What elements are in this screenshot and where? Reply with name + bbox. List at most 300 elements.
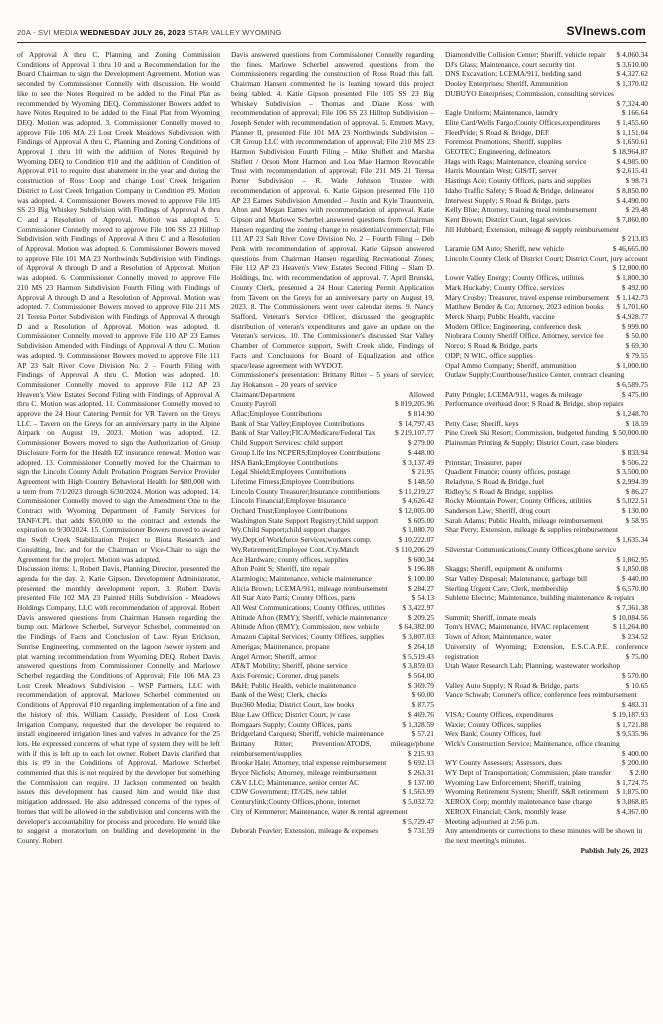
payment-row bbox=[231, 826, 434, 836]
payment-claimant: Bomgaars Supply; County Offices, parts bbox=[231, 719, 352, 729]
payment-amount: $ 46,665.00 bbox=[612, 244, 648, 254]
payment-claimant: Alarmlogix; Maintenance, vehicle maintenance bbox=[231, 573, 372, 583]
payment-amount: $ 209.25 bbox=[407, 612, 434, 622]
payment-claimant: Wy.Retirement;Employee Cont./Cty.Match bbox=[231, 544, 359, 554]
payment-claimant: Petty Case; Sheriff, keys bbox=[445, 418, 519, 428]
payment-row bbox=[445, 69, 648, 79]
payment-claimant: Amazon Capital Services; County Offices, supplies bbox=[231, 632, 385, 642]
payment-amount: $ 4,327.62 bbox=[616, 69, 648, 79]
payment-row bbox=[445, 477, 648, 487]
payment-claimant: Performance overhead door; S Road & Bridge, shop repairs bbox=[445, 399, 624, 409]
payment-row bbox=[445, 166, 648, 176]
minutes-paragraph: Commissioner's presentation: Brittany Ritter – 5 years of service; Jay Hokanson – 20 years of service bbox=[231, 370, 434, 389]
payment-claimant: Bue360 Media; District Court, law books bbox=[231, 700, 355, 710]
payment-row bbox=[231, 428, 434, 438]
payment-amount: $ 5,519.43 bbox=[402, 651, 434, 661]
payment-row bbox=[231, 584, 434, 594]
payment-row bbox=[445, 341, 648, 351]
payment-row bbox=[445, 690, 648, 709]
payment-amount: $ 60.00 bbox=[411, 690, 434, 700]
payment-claimant: Mary Crosby; Treasurer, travel expense reimbursement bbox=[445, 292, 610, 302]
payment-amount: $ 12,005.00 bbox=[398, 506, 434, 516]
payment-claimant: Bryce Nichols; Attorney, mileage reimbursement bbox=[231, 768, 377, 778]
payment-row bbox=[445, 458, 648, 468]
payment-claimant: VISA; County Offices, expenditures bbox=[445, 709, 554, 719]
payment-row bbox=[231, 458, 434, 468]
payment-amount: $ 196.88 bbox=[407, 564, 434, 574]
payment-row bbox=[445, 797, 648, 807]
payment-row bbox=[445, 50, 648, 60]
payment-row bbox=[445, 428, 648, 438]
payment-claimant: Tom's HVAC; Maintenance, HVAC replacement bbox=[445, 622, 589, 632]
payment-amount: $ 1,328.59 bbox=[402, 719, 434, 729]
payment-claimant: Group Life Ins NCPERS;Employee Contributions bbox=[231, 447, 381, 457]
payment-amount: $ 6,589.75 bbox=[616, 379, 648, 389]
payment-row bbox=[231, 487, 434, 497]
payment-row bbox=[445, 632, 648, 642]
payment-claimant: Quadient Finance; county offices, postage bbox=[445, 467, 571, 477]
minutes-paragraph: of Approval A thru C, Planning and Zoning Commission Conditions of Approval 1 thru 10 and a Recommendation for the Board Chairman to sign the Development Agreement. Motion was seconded by Commissioner Connelly with discussion. He would like to see the Notes Required to be added to the Final Plat as recommended by Wyoming DEQ. Commissioner Bowers added to have Notes Required to be added to the Final Plat from Wyoming DEQ. Motion was adopted. 3. Commissioner Connelly moved to approve File 106 MA 23 Lost Creek Meadows Subdivision with Findings of Approval A thru C, Planning and Zoning Conditions of Approval 1 thru 10 with the addition of Notes Required by Wyoming DEQ to Condition #10 and the addition of Condition of Approval #11 to require dust abatement in the year and during the construction of Ross Loop and change Lost Creek Irrigation District to Lost Creek Irrigation Company in Condition #9. Motion was adopted. 4. Commissioner Bowers moved to approve File 105 SS 23 Big Whiskey Subdivision with Findings of Approval A thru C and a Resolution of Approval. Motion was adopted. 5. Commissioner Connelly moved to approve File 106 SS 23 Hilltop Subdivision with Findings of Approval A thru C and a Resolution of Approval. Motion was adopted. 6. Commissioner Bowers moved to approve File 101 MA 23 Northwinds Subdivision with Findings of Approval A through D and a Resolution of Approval. Motion was adopted. 6. Commissioner Connelly moved to approve File 210 MS 23 Harmon Subdivision Fourth Filing with Findings of Approval A through D and a Resolution of Approval. Motion was adopted. 7. Commissioner Bowers moved to approve File 211 MS 21 Teresa Porter Subdivision with Findings of Approval A through D and a Resolution of Approval. Motion was adopted. 8. Commissioner Connelly moved to approve File 110 AP 23 Eames Subdivision Amended with Findings of Approval A thru C. Motion was adopted. 9. Commissioner Bowers moved to approve File 111 AP 23 Salt River Cove Division No. 2 – Fourth Filing with Findings of Approval A thru C. Motion was adopted. 10. Commissioner Connelly moved to approve File 112 AP 23 Heaven's View Estates Second Filing with Findings of Approval A thru C. Motion was adopted. 11. Commissioner Connelly moved to approve the 24 Hour Catering Permit for VR Tavern on the Greys LLC – Tavern on the Greys for an anniversary party in the Alpine Airpark on August 19, 2023. Motion was adopted. 12. Commissioner Bowers moved to sign the Authorization of Group Disclosure Form for the Health EZ insurance renewal. Motion was adopted. 13. Commissioner Connelly moved for the Chairman to sign the Lincoln County Adult Probation Program Service Provider Agreement with High Country Behavioral Health for $80,000 with a term from 7/1/2023 through 6/30/2024. Motion was adopted. 14. Commissioner Connelly moved to sign the Amendment One to the Contract with Wyoming Department of Family Services for TANF/CPL that adds $50,000 to the contract and extends the expiration to 9/30/2024. 15. Commissioner Bowers moved to award the Swift Creek Stabilization Project to Biota Research and Consulting, Inc. and for the Chairman or Vice-Chair to sign the Agreement for the project. Motion was adopted. bbox=[17, 50, 220, 564]
payment-amount: $ 100.00 bbox=[407, 573, 434, 583]
payment-amount: $ 369.79 bbox=[407, 680, 434, 690]
payment-amount: $ 1,563.99 bbox=[402, 787, 434, 797]
payment-row bbox=[231, 652, 434, 662]
payment-amount: $ 570.00 bbox=[621, 671, 648, 680]
payment-claimant: Child Support Services: child support bbox=[231, 438, 344, 448]
payment-amount: $ 166.64 bbox=[621, 108, 648, 118]
payment-amount: $ 448.00 bbox=[407, 447, 434, 457]
payment-row bbox=[445, 593, 648, 612]
payment-amount: $ 2.00 bbox=[629, 768, 648, 778]
payment-row bbox=[231, 593, 434, 603]
payment-row bbox=[445, 283, 648, 293]
payment-claimant: WY Dept of Transportation; Commission, plate transfer bbox=[445, 768, 612, 778]
payment-claimant: Sarah Adams; Public Health, mileage reimbursement bbox=[445, 515, 603, 525]
payment-claimant: County Payroll bbox=[231, 399, 277, 409]
payment-claimant: Ridley's; S Road & Bridge, supplies bbox=[445, 486, 553, 496]
payment-amount: $ 3,500.00 bbox=[616, 467, 648, 477]
payment-claimant: Sublette Electric; Maintenance, building maintenance & repairs bbox=[445, 593, 635, 603]
payment-row bbox=[445, 506, 648, 516]
payment-amount: $ 1,635.34 bbox=[616, 535, 648, 545]
payment-amount: $ 4,367.00 bbox=[616, 806, 648, 816]
payment-row bbox=[231, 409, 434, 419]
payment-claimant: ODP; N WIC, office supplies bbox=[445, 350, 533, 360]
payment-claimant: Altitude Afton (RMY); Commission, new vehicle bbox=[231, 622, 379, 632]
payment-row bbox=[445, 361, 648, 371]
payment-amount: $ 219,107.77 bbox=[394, 428, 434, 438]
payment-amount: $ 110,206.29 bbox=[395, 544, 434, 554]
issue-date: WEDNESDAY JULY 26, 2023 bbox=[80, 28, 186, 37]
payment-row bbox=[445, 128, 648, 138]
payment-amount: $ 1,248.70 bbox=[616, 409, 648, 419]
payment-amount: $ 87.75 bbox=[411, 700, 434, 710]
payment-row bbox=[445, 89, 648, 108]
payment-claimant: Ace Hardware; county offices, supplies bbox=[231, 554, 349, 564]
payment-row bbox=[445, 186, 648, 196]
payment-row bbox=[231, 419, 434, 429]
payment-row bbox=[445, 79, 648, 89]
payment-amount: $ 3,859.03 bbox=[402, 661, 434, 671]
payment-row bbox=[231, 690, 434, 700]
payment-amount: $ 7,860.00 bbox=[616, 214, 648, 224]
payment-amount: $ 692.13 bbox=[407, 758, 434, 768]
region-label: STAR VALLEY WYOMING bbox=[187, 28, 282, 37]
payment-claimant: Matthew Bender & Co; Attorney, 2023 edition books bbox=[445, 302, 604, 312]
payment-row bbox=[445, 642, 648, 661]
column-3 bbox=[445, 50, 648, 855]
payment-amount: $ 10,222.07 bbox=[398, 535, 434, 545]
payment-row bbox=[231, 729, 434, 739]
payment-claimant: Sanderson Law; Sheriff, drug court bbox=[445, 506, 551, 516]
payment-claimant: Brittany Ritter; Prevention/ATODS, mileage/phone reimbursement/supplies bbox=[231, 738, 434, 758]
payment-claimant: DNS Excavation; LCEMA/911, bedding sand bbox=[445, 69, 582, 79]
payment-row bbox=[231, 613, 434, 623]
payment-claimant: Deborah Peavler; Extension, mileage & expenses bbox=[231, 826, 379, 836]
payment-claimant: Laramie GM Auto; Sheriff, new vehicle bbox=[445, 244, 565, 254]
payment-row bbox=[445, 205, 648, 215]
payment-row bbox=[231, 700, 434, 710]
payment-claimant: Opal Ammo Company; Sheriff, ammunition bbox=[445, 360, 577, 370]
site-name: SVInews.com bbox=[566, 24, 646, 38]
payment-row bbox=[231, 758, 434, 768]
payment-claimant: Lincoln County Treasurer;Insurance contributions bbox=[231, 486, 380, 496]
page-header bbox=[0, 0, 663, 38]
payment-amount: $ 819,205.96 bbox=[394, 399, 434, 409]
payment-amount: $ 284.27 bbox=[407, 583, 434, 593]
payment-row bbox=[445, 293, 648, 303]
payment-claimant: Printstar; Treasurer, paper bbox=[445, 457, 523, 467]
payment-row bbox=[231, 477, 434, 487]
payment-row bbox=[445, 545, 648, 564]
claimant-column-header: Claimant/Department bbox=[231, 389, 296, 399]
payment-claimant: Mark Huckaby; County Office, services bbox=[445, 282, 565, 292]
payment-row bbox=[445, 807, 648, 817]
payment-claimant: Washington State Support Registry;Child support bbox=[231, 515, 379, 525]
payment-claimant: Bank of Star Valley;FICA/Medicare/Federal Tax bbox=[231, 428, 376, 438]
payment-claimant: Aflac;Employee Contributions bbox=[231, 409, 323, 419]
payment-row bbox=[231, 661, 434, 671]
payment-amount: $ 1,650.61 bbox=[616, 137, 648, 147]
payment-row bbox=[445, 467, 648, 477]
payment-row bbox=[445, 574, 648, 584]
page-header-left bbox=[17, 28, 282, 37]
payment-row bbox=[231, 399, 434, 409]
payment-row bbox=[445, 147, 648, 157]
payment-claimant: Axis Forensic; Coroner, drug panels bbox=[231, 671, 339, 680]
payment-row bbox=[445, 622, 648, 632]
payment-row bbox=[445, 487, 648, 497]
payment-row bbox=[231, 574, 434, 584]
payment-amount: $ 14,797.43 bbox=[398, 418, 434, 428]
payment-amount: $ 234.52 bbox=[621, 632, 648, 642]
payment-row bbox=[231, 787, 434, 797]
payment-amount: $ 213.83 bbox=[621, 234, 648, 244]
payment-row bbox=[445, 351, 648, 361]
payment-claimant: Shar Perry; Extension, mileage & supplies reimbursement bbox=[445, 525, 618, 535]
payment-claimant: HSA Bank;Employee Contributions bbox=[231, 457, 338, 467]
payment-row bbox=[445, 438, 648, 457]
payment-row bbox=[445, 729, 648, 739]
payment-row bbox=[445, 787, 648, 797]
payment-amount: $ 1,701.60 bbox=[616, 302, 648, 312]
payment-claimant: Wy.Dept.of Workforce Services;workers comp. bbox=[231, 535, 372, 545]
payment-amount: $ 3,807.03 bbox=[402, 632, 434, 642]
payment-amount: $ 4,060.34 bbox=[616, 50, 648, 59]
payment-claimant: FleetPride; S Road & Bridge, DEF bbox=[445, 127, 550, 137]
payment-amount: $ 400.00 bbox=[621, 748, 648, 758]
payment-row bbox=[231, 622, 434, 632]
payment-claimant: Lower Valley Energy; County Offices, utilities bbox=[445, 273, 584, 283]
payment-claimant: Niobrara County Sheriff Office, Attorney, service fee bbox=[445, 331, 604, 341]
payment-amount: $ 11,219.27 bbox=[398, 486, 434, 496]
payment-claimant: Brooke Hale; Attorney, trial expense reimbursement bbox=[231, 758, 387, 768]
payment-row bbox=[445, 273, 648, 283]
payment-claimant: Town of Afton; Maintenance, water bbox=[445, 632, 552, 642]
payment-claimant: Skaggs; Sheriff, equipment & uniforms bbox=[445, 564, 563, 574]
publish-date: Publish July 26, 2023 bbox=[580, 845, 648, 855]
payment-row bbox=[231, 525, 434, 535]
payment-row bbox=[231, 768, 434, 778]
payment-claimant: Harris Mountain West; GIS/IT, server bbox=[445, 166, 558, 176]
payment-row bbox=[445, 720, 648, 730]
payment-amount: $ 200.00 bbox=[621, 758, 648, 768]
payment-claimant: DUBUYO Enterprises; Commission, consulting services bbox=[445, 88, 614, 98]
column-1 bbox=[17, 50, 220, 855]
payment-row bbox=[445, 681, 648, 691]
payment-claimant: Blue Law Office; District Court, jv case bbox=[231, 709, 351, 719]
payment-row bbox=[231, 555, 434, 565]
payment-claimant: Angel Armor; Sheriff, armor bbox=[231, 651, 317, 661]
payment-row bbox=[231, 535, 434, 545]
payment-claimant: Rocky Mountain Power; County Offices, utilities bbox=[445, 496, 592, 506]
payment-amount: $ 264.18 bbox=[407, 641, 434, 651]
payment-amount: $ 814.90 bbox=[407, 409, 434, 419]
payment-claimant: XEROX Corp; monthly maintenance base charge bbox=[445, 797, 593, 807]
payment-row bbox=[445, 254, 648, 273]
payment-row bbox=[231, 720, 434, 730]
payment-claimant: Jill Hubbard; Extension, mileage & supply reimbursement bbox=[445, 224, 619, 234]
payment-claimant: Afton Point S; Sheriff, tire repair bbox=[231, 564, 330, 574]
payment-claimant: Elite Card/Wells Fargo;County Offices,expenditures bbox=[445, 117, 601, 127]
payment-claimant: Hags with Rags; Maintenance, cleaning service bbox=[445, 156, 587, 166]
payment-amount: $ 440.00 bbox=[621, 573, 648, 583]
payment-amount: $ 130.00 bbox=[621, 506, 648, 516]
payment-amount: $ 263.31 bbox=[407, 768, 434, 778]
payment-claimant: Wex Bank; County Offices, fuel bbox=[445, 729, 541, 739]
payment-row bbox=[445, 225, 648, 244]
payment-claimant: AT&T Mobility; Sheriff, phone service bbox=[231, 661, 348, 671]
payment-row bbox=[445, 564, 648, 574]
payment-claimant: Wy.Child Support;child support charges bbox=[231, 525, 351, 535]
payment-row bbox=[445, 118, 648, 128]
payment-claimant: Hastings Ace; County Offices, parts and supplies bbox=[445, 176, 592, 186]
payment-row bbox=[445, 215, 648, 225]
payment-amount: $ 833.94 bbox=[621, 447, 648, 457]
payment-claimant: Lincoln County Clerk of District Court; District Court, jury account bbox=[445, 253, 648, 263]
payment-claimant: XEROX Financial; Clerk, monthly lease bbox=[445, 806, 566, 816]
payment-row bbox=[231, 739, 434, 758]
payment-amount: $ 18,964.87 bbox=[612, 147, 648, 157]
payment-amount: $ 1,000.00 bbox=[616, 360, 648, 370]
payment-row bbox=[445, 584, 648, 594]
payment-row bbox=[231, 448, 434, 458]
payment-claimant: Eagle Uniform; Maintenance, laundry bbox=[445, 108, 559, 118]
payment-amount: $ 3,422.97 bbox=[402, 603, 434, 613]
payment-amount: $ 1,850.08 bbox=[616, 564, 648, 574]
payment-amount: $ 54.13 bbox=[411, 593, 434, 603]
payment-claimant: Waxie; County Offices, supplies bbox=[445, 719, 542, 729]
payment-amount: $ 1,151.04 bbox=[616, 127, 648, 137]
payment-claimant: Lincoln Financial;Employee Insurance bbox=[231, 496, 347, 506]
payment-row bbox=[445, 137, 648, 147]
payment-row bbox=[445, 312, 648, 322]
payment-claimant: City of Kemmerer; Maintenance, water & rental agreement bbox=[231, 806, 408, 816]
payment-amount: $ 215.93 bbox=[407, 748, 434, 758]
payment-row bbox=[231, 516, 434, 526]
payment-amount: $ 137.00 bbox=[407, 777, 434, 787]
payment-amount: $ 1,724.75 bbox=[616, 777, 648, 787]
payment-amount: $ 50,000.00 bbox=[612, 428, 648, 438]
minutes-paragraph: Discussion items: 1. Robert Davis, Planning Director, presented the agenda for the day. 2. Katie Gipson, Development Administrator, presented the monthly development report. 3. Robert Davis presented File 102 MA 23 Painted Hills Subdivision - Meadows Holdings Company, LLC with recommendation of approval. Robert Davis answered questions from Chairman Hansen regarding the bump out. Marlowe Scherbel, Surveyor Scherbel, commented on the Findings of Facts and Conclusion of Law. Ryan Erickson, Sunrise Engineering, commented on the lagoon /sewer system and plat warning recommendation from Wyoming DEQ. Robert Davis answered questions from Commissioner Connelly and Marlowe Scherbel regarding the Conditions of Approval; File 106 MA 23 Lost Creek Meadows Subdivision – WSP Partners, LLC with recommendation of approval. Marlowe Scherbel commented on Conditions of Approval #10 regarding implementation of a fine and the history of this. William Cassidy, President of Lost Creek Irrigation Company, requested that the developer be required to install engineered irrigation lines and valves in advance for the 25 lots. He expressed concerns of what type of system they will be left with if this is left up to each lot owner. Robert Davis clarified that this is #9 in the Conditions of Approval. Marlowe Scherbel commented that this is not required by the developer but something the Commission can require. JJ Jackson commented on health issues this development has caused him and would like dust mitigation addressed. He also addressed concerns of the types of homes that will be allowed in the subdivision and concerns with the developer's accountability for process and procedure. He would like to suggest a moratorium on building and development in the County. Robert bbox=[17, 564, 220, 845]
payment-row bbox=[231, 671, 434, 681]
payment-amount: $ 279.00 bbox=[407, 438, 434, 448]
payment-amount: $ 1,862.95 bbox=[616, 554, 648, 564]
payment-claimant: Vance Schwab; Coroner's office, conference fees reimbursement bbox=[445, 690, 637, 700]
payment-claimant: Bridgerland Carquest; Sheriff, vehicle maintenance bbox=[231, 729, 384, 739]
payment-amount: $ 19,187.93 bbox=[612, 709, 648, 719]
payment-row bbox=[445, 661, 648, 680]
payment-claimant: Orchard Trust;Employee Contributions bbox=[231, 506, 348, 516]
payment-amount: $ 1,370.02 bbox=[616, 79, 648, 89]
payment-row bbox=[445, 758, 648, 768]
payment-claimant: Star Valley Disposal; Maintenance, garbage bill bbox=[445, 573, 588, 583]
payment-amount: $ 4,928.77 bbox=[616, 311, 648, 321]
payment-claimant: Idaho Traffic Safety; S Road & Bridge, delineator bbox=[445, 185, 595, 195]
payment-claimant: GEOTEC; Engineering, delineators bbox=[445, 147, 551, 157]
payment-claimant: Patty Pringle; LCEMA/911, wages & mileage bbox=[445, 389, 583, 399]
payment-amount: $ 4,490.00 bbox=[616, 195, 648, 205]
payment-amount: $ 86.27 bbox=[625, 486, 648, 496]
payment-amount: $ 11,264.80 bbox=[612, 622, 648, 632]
payment-claimant: Sterling Urgent Care; Clerk, membership bbox=[445, 583, 568, 593]
payment-amount: $ 4,626.42 bbox=[402, 496, 434, 506]
payment-claimant: Plainsman Printing & Supply; District Court, case binders bbox=[445, 438, 619, 448]
payment-row bbox=[231, 797, 434, 807]
payment-row bbox=[445, 778, 648, 788]
payment-amount: $ 605.00 bbox=[407, 515, 434, 525]
payment-amount: $ 506.22 bbox=[621, 457, 648, 467]
payment-amount: $ 69.30 bbox=[625, 341, 648, 351]
payment-claimant: Interwest Supply; S Road & Bridge, parts bbox=[445, 195, 570, 205]
payment-row bbox=[445, 390, 648, 400]
payment-amount: $ 4,985.00 bbox=[616, 156, 648, 166]
payment-amount: $ 3,137.49 bbox=[402, 457, 434, 467]
payment-claimant: Alicia Brown; LCEMA/911, mileage reimbursement bbox=[231, 583, 388, 593]
payment-claimant: Valley Auto Supply; N Road & Bridge, parts bbox=[445, 680, 579, 690]
payment-amount: $ 600.34 bbox=[407, 554, 434, 564]
claims-table-header bbox=[231, 390, 434, 400]
minutes-narrative-2 bbox=[231, 50, 434, 390]
payment-row bbox=[231, 681, 434, 691]
claims-list-a bbox=[231, 399, 434, 836]
payment-amount: $ 999.00 bbox=[621, 321, 648, 331]
payment-amount: $ 57.21 bbox=[411, 729, 434, 739]
claims-list-b bbox=[445, 50, 648, 817]
payment-amount: $ 9,535.96 bbox=[616, 729, 648, 739]
payment-row bbox=[445, 302, 648, 312]
closing-paragraph: Any amendments or corrections to these minutes will be shown in the next meeting's minutes. bbox=[445, 826, 643, 845]
payment-amount: $ 58.95 bbox=[625, 515, 648, 525]
payment-amount: $ 2,994.39 bbox=[616, 476, 648, 486]
payment-claimant: Pine Creek Ski Resort; Commission, budgeted funding bbox=[445, 428, 609, 438]
payment-amount: $ 21.95 bbox=[411, 467, 434, 477]
payment-amount: $ 1,721.88 bbox=[616, 719, 648, 729]
payment-row bbox=[445, 60, 648, 70]
payment-claimant: Outlaw Supply;Courthouse/Justice Center, contract cleaning bbox=[445, 370, 625, 380]
payment-row bbox=[231, 496, 434, 506]
payment-amount: $ 5,022.51 bbox=[616, 496, 648, 506]
payment-row bbox=[231, 807, 434, 826]
payment-row bbox=[231, 603, 434, 613]
payment-claimant: Bank of the West; Clerk, checks bbox=[231, 690, 327, 700]
payment-amount: $ 79.55 bbox=[625, 350, 648, 360]
payment-amount: $ 483.31 bbox=[621, 700, 648, 710]
payment-row bbox=[231, 545, 434, 555]
payment-row bbox=[445, 768, 648, 778]
payment-row bbox=[231, 438, 434, 448]
payment-claimant: Modern Office; Engineering, conference desk bbox=[445, 321, 582, 331]
payment-claimant: DJ's Glass; Maintenance, court security tint bbox=[445, 59, 575, 69]
closing-paragraph: Meeting adjourned at 2:56 p.m. bbox=[445, 816, 539, 826]
payment-row bbox=[231, 778, 434, 788]
payment-claimant: All West Communications; County Offices, utilities bbox=[231, 603, 386, 613]
payment-amount: $ 1,875.00 bbox=[616, 787, 648, 797]
allowed-column-header: Allowed bbox=[408, 389, 434, 399]
payment-row bbox=[445, 157, 648, 167]
payment-row bbox=[445, 525, 648, 544]
payment-amount: $ 1,800.30 bbox=[616, 273, 648, 283]
payment-claimant: Kelly Blue; Attorney, training meal reimbursement bbox=[445, 205, 597, 215]
payment-claimant: Foremost Promotions; Sheriff, supplies bbox=[445, 137, 562, 147]
payment-amount: $ 731.59 bbox=[407, 826, 434, 836]
minutes-narrative-1 bbox=[17, 50, 220, 846]
payment-claimant: Reladyne, S Road & Bridge, fuel bbox=[445, 476, 544, 486]
payment-row bbox=[231, 564, 434, 574]
payment-claimant: Kent Brown; District Court, legal services bbox=[445, 214, 571, 224]
payment-claimant: Lifetime Fitness;Employee Contributions bbox=[231, 476, 355, 486]
payment-row bbox=[231, 506, 434, 516]
payment-amount: $ 5,032.72 bbox=[402, 797, 434, 807]
payment-amount: $ 50.00 bbox=[625, 331, 648, 341]
payment-amount: $ 1,455.60 bbox=[616, 117, 648, 127]
payment-claimant: C&V LLC; Maintenance, senior center AC bbox=[231, 777, 360, 787]
page-number-label: 20A - SVI MEDIA bbox=[17, 28, 78, 37]
payment-row bbox=[445, 516, 648, 526]
payment-row bbox=[445, 331, 648, 341]
minutes-paragraph: Davis answered questions from Commissioner Connelly regarding the fines. Marlowe Scherbel answered questions from the Commissioners regarding the construction of Ross Road this fall. Chairman Hansen commented he is leaning toward this project being tabled. 4. Katie Gipson presented File 105 SS 23 Big Whiskey Subdivision – Thomas and Diane Koss with recommendation of approval; File 106 SS 23 Hilltop Subdivision – Joseph Sender with recommendation of approval. 5. Emmett Mavy, Planner II, presented File 101 MA 23 Northwinds Subdivision – CR Group LLC with recommendation of approval; File 210 MS 23 Harmon Subdivision Fourth Filing – Mike Shiflett and Marsha Shiflett / Orson Mont Harmon and Loa Mae Harmon Revocable Trust with recommendation of approval; File 211 MS 21 Teresa Porter Subdivision – R. Wade Johnson Trustee with recommendation of approval. 6. Katie Gipson presented File 110 AP 23 Eames Subdivision Amended – Justin and Kyle Trauntvein, Alton and Megan Eames with recommendation of approval. Katie Gipson and Marlowe Scherbel answered questions from Chairman Hansen regarding the zoning change to residential/commercial; File 111 AP 23 Salt River Cove Division No. 2 – Fourth Filing – Deb Penk with recommendation of approval. Katie Gipson answered questions from Chairman Hansen regarding Recreational Zones; File 112 AP 23 Heaven's View Estates Second Filing – Slam D. Holdings, Inc. with recommendation of approval. 7. April Brunski, County Clerk, presented a 24 Hour Catering Permit Application from Tavern on the Greys for an anniversary party on August 19, 2023. 8. The Commissioners went over calendar items. 9. Nancy Stafford, Veteran's Service Officer, discussed the geographic distribution of veteran's expenditures and gave an update on the Veteran's services. 10. The Commissioner's discussed Star Valley Chamber of Commerce support, Swift Creek slide, Findings of Facts and Conclusions for Board of Equalization and office space/lease agreement with WYDOT. bbox=[231, 50, 434, 370]
payment-claimant: Centurylink;County Offices,phone, internet bbox=[231, 797, 361, 807]
payment-claimant: Dooley Enterprises; Sheriff, Ammunition bbox=[445, 79, 568, 89]
payment-row bbox=[231, 467, 434, 477]
payment-amount: $ 18.59 bbox=[625, 418, 648, 428]
payment-row bbox=[445, 496, 648, 506]
payment-row bbox=[445, 370, 648, 389]
payment-row bbox=[231, 710, 434, 720]
payment-claimant: Utah Water Research Lab; Planning, wastewater workshop bbox=[445, 661, 621, 671]
payment-claimant: Wyoming Law Enforcement; Sheriff, training bbox=[445, 777, 581, 787]
payment-claimant: Norco; S Road & Bridge, parts bbox=[445, 341, 538, 351]
